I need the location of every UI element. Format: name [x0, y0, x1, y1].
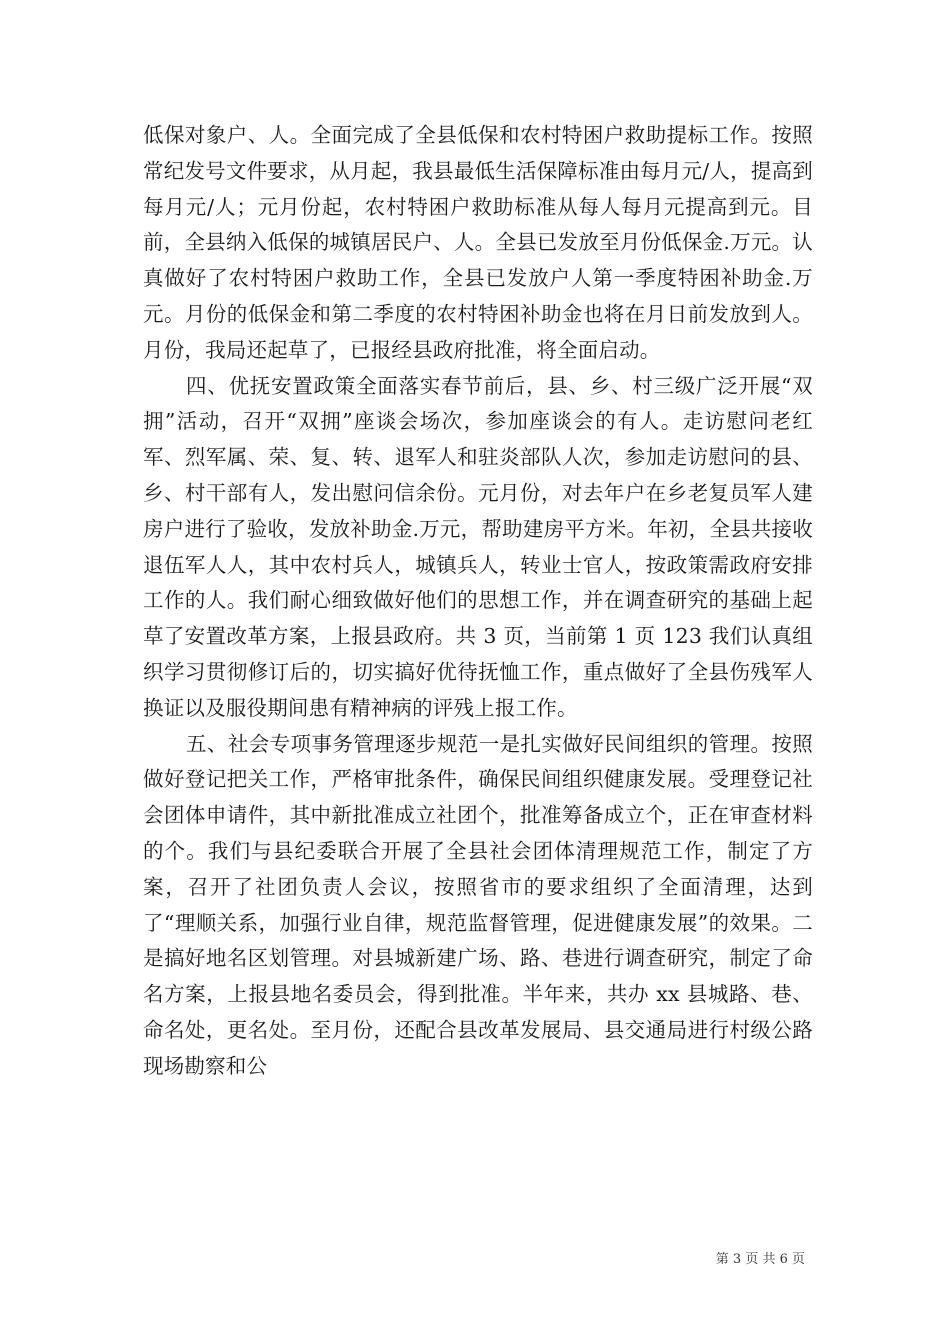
page-number-footer: 第 3 页 共 6 页 — [715, 1252, 805, 1267]
paragraph-low-income-assistance: 低保对象户、人。全面完成了全县低保和农村特困户救助提标工作。按照常纪发号文件要求，从月起，我县最低生活保障标准由每月元/人，提高到每月元/人；元月份起，农村特困户救助标准从每人每月元提高到元。目前，全县纳入低保的城镇居民户、人。全县已发放至月份低保金.万元。认真做好了农村特困户救助工作，全县已发放户人第一季度特困补助金.万元。月份的低保金和第二季度的农村特困补助金也将在月日前发放到人。月份，我局还起草了，已报经县政府批准，将全面启动。 — [143, 123, 813, 362]
document-body — [143, 118, 813, 1085]
paragraph-social-affairs: 五、社会专项事务管理逐步规范一是扎实做好民间组织的管理。按照做好登记把关工作，严格审批条件，确保民间组织健康发展。受理登记社会团体申请件，其中新批准成立社团个，批准筹备成立个，正在审查材料的个。我们与县纪委联合开展了全县社会团体清理规范工作，制定了方案，召开了社团负责人会议，按照省市的要求组织了全面清理，达到了“理顺关系，加强行业自律，规范监督管理，促进健康发展”的效果。二是搞好地名区划管理。对县城新建广场、路、巷进行调查研究，制定了命名方案，上报县地名委员会，得到批准。半年来，共办 xx 县城路、巷、命名处，更名处。至月份，还配合县改革发展局、县交通局进行村级公路现场勘察和公 — [143, 731, 813, 1078]
paragraph-veteran-placement: 四、优抚安置政策全面落实春节前后，县、乡、村三级广泛开展“双拥”活动，召开“双拥”座谈会场次，参加座谈会的有人。走访慰问老红军、烈军属、荣、复、转、退军人和驻炎部队人次，参加走访慰问的县、乡、村干部有人，发出慰问信余份。元月份，对去年户在乡老复员军人建房户进行了验收，发放补助金.万元，帮助建房平方米。年初，全县共接收退伍军人人，其中农村兵人，城镇兵人，转业士官人，按政策需政府安排工作的人。我们耐心细致做好他们的思想工作，并在调查研究的基础上起草了安置改革方案，上报县政府。共 3 页，当前第 1 页 123 我们认真组织学习贯彻修订后的，切实搞好优待抚恤工作，重点做好了全县伤残军人换证以及服役期间患有精神病的评残上报工作。 — [143, 373, 813, 720]
